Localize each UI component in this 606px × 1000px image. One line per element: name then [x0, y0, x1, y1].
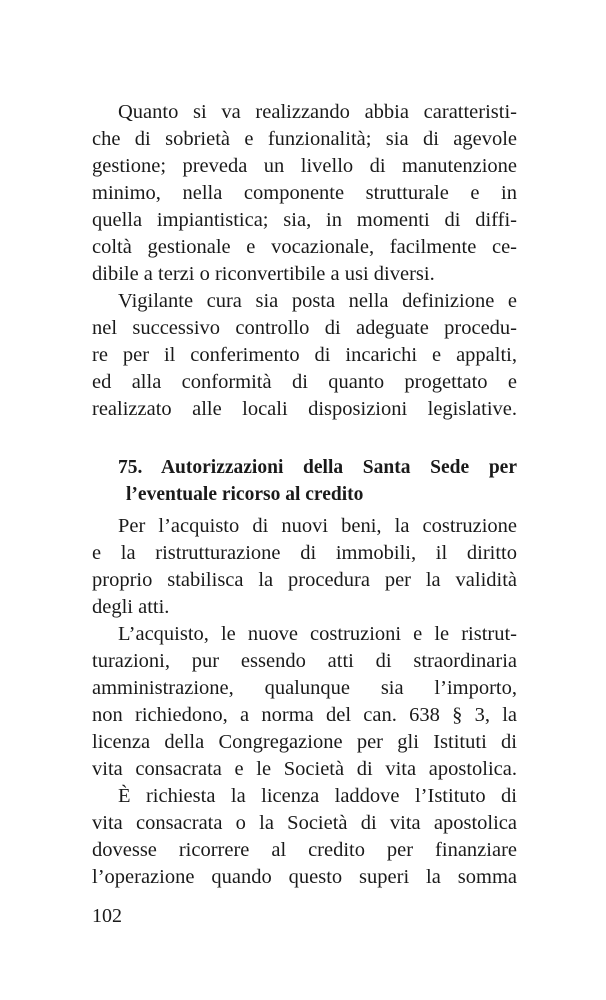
text-line: degli atti. [92, 596, 170, 618]
section-heading [92, 454, 517, 508]
paragraph [92, 99, 517, 288]
text-line: turazioni, pur essendo atti di straordinaria [92, 650, 517, 672]
text-line: quella impiantistica; sia, in momenti di diffi- [92, 209, 517, 231]
text-line: ed alla conformità di quanto progettato e [92, 371, 517, 393]
text-line: Quanto si va realizzando abbia caratteristi- [118, 101, 517, 123]
text-line: coltà gestionale e vocazionale, facilmente ce- [92, 236, 517, 258]
text-line: È richiesta la licenza laddove l’Istituto di [118, 785, 517, 807]
text-line: vita consacrata e le Società di vita apostolica. [92, 758, 517, 780]
text-line: gestione; preveda un livello di manutenzione [92, 155, 517, 177]
text-line: e la ristrutturazione di immobili, il diritto [92, 542, 517, 564]
text-line: dibile a terzi o riconvertibile a usi diversi. [92, 263, 435, 285]
text-line: L’acquisto, le nuove costruzioni e le ristrut- [118, 623, 517, 645]
paragraph [92, 513, 517, 621]
text-line: che di sobrietà e funzionalità; sia di agevole [92, 128, 517, 150]
text-line: nel successivo controllo di adeguate procedu- [92, 317, 517, 339]
page-body [92, 99, 517, 891]
heading-line: 75. Autorizzazioni della Santa Sede per [118, 457, 517, 478]
text-line: re per il conferimento di incarichi e appalti, [92, 344, 517, 366]
text-line: amministrazione, qualunque sia l’importo, [92, 677, 517, 699]
paragraph [92, 288, 517, 423]
text-line: l’operazione quando questo superi la somma [92, 866, 517, 888]
paragraph [92, 783, 517, 891]
text-line: non richiedono, a norma del can. 638 § 3, la [92, 704, 517, 726]
text-line: proprio stabilisca la procedura per la validità [92, 569, 517, 591]
text-line: dovesse ricorrere al credito per finanziare [92, 839, 517, 861]
page-number: 102 [92, 905, 122, 927]
text-line: vita consacrata o la Società di vita apostolica [92, 812, 517, 834]
paragraph [92, 621, 517, 783]
text-line: Per l’acquisto di nuovi beni, la costruzione [118, 515, 517, 537]
heading-line: l’eventuale ricorso al credito [126, 484, 364, 505]
text-line: realizzato alle locali disposizioni legislative. [92, 398, 517, 420]
text-line: licenza della Congregazione per gli Istituti di [92, 731, 517, 753]
text-line: Vigilante cura sia posta nella definizione e [118, 290, 517, 312]
text-line: minimo, nella componente strutturale e in [92, 182, 517, 204]
